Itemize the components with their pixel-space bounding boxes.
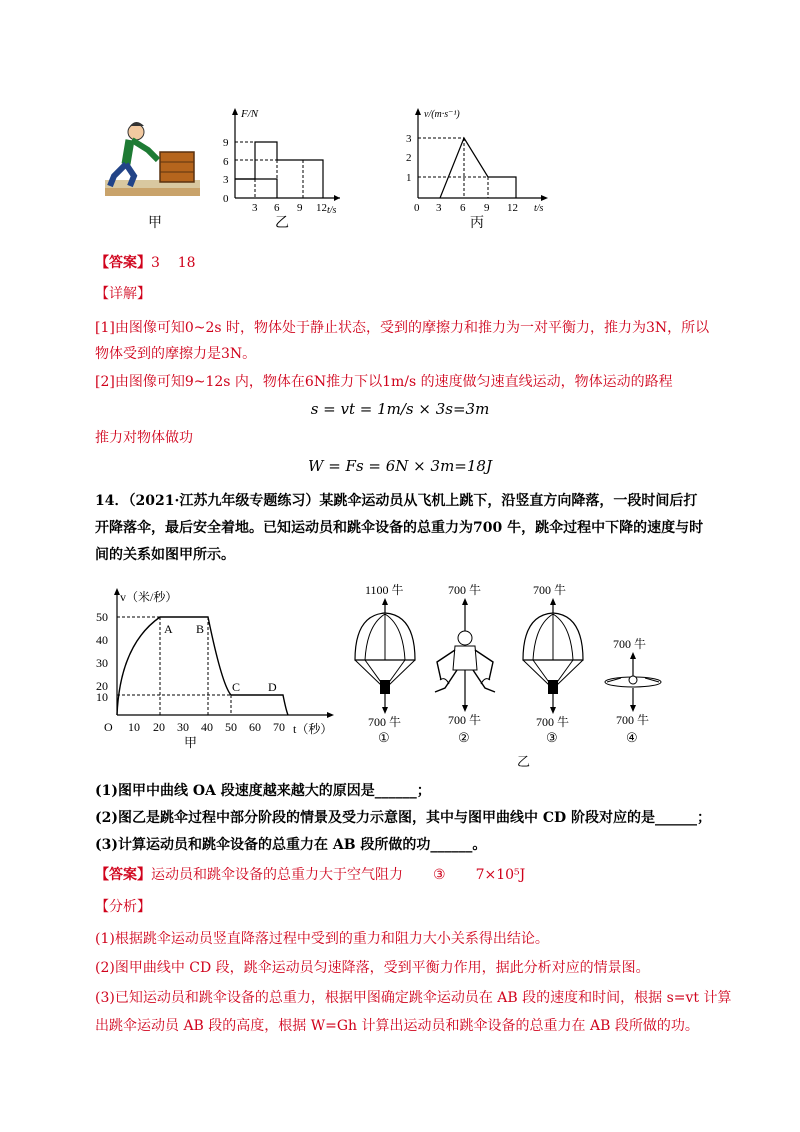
chart-parachute-velocity	[90, 585, 340, 755]
bottom-force-4: 700 牛	[616, 713, 650, 727]
answer-text: 3 18	[151, 255, 196, 271]
diagram-3	[523, 582, 583, 745]
analysis-p3b: 出跳伞运动员 AB 段的高度，根据 W=Gh 计算出运动员和跳伞设备的总重力在 AB 段所做的功。	[95, 1018, 699, 1034]
point-c: C	[232, 680, 241, 694]
ytick: 0	[223, 193, 229, 205]
ytick: 2	[406, 152, 412, 164]
point-d: D	[268, 680, 277, 694]
bottom-force-1: 700 牛	[368, 715, 402, 729]
ytick: 40	[96, 633, 108, 647]
diagram-number-2: ②	[458, 730, 470, 745]
xtick: 20	[153, 720, 165, 734]
fig-label-yi-bottom: 乙	[517, 754, 531, 769]
xtick: 3	[252, 202, 258, 214]
answer-tag: 【答案】	[95, 255, 151, 271]
fig-label-yi-top: 乙	[275, 215, 289, 231]
analysis-p1: (1)根据跳伞运动员竖直降落过程中受到的重力和阻力大小关系得出结论。	[95, 931, 549, 947]
fig-label-jia-bottom: 甲	[184, 735, 198, 750]
diagram-number-1: ①	[378, 730, 390, 745]
xtick: 40	[201, 720, 213, 734]
diagram-number-4: ④	[626, 730, 638, 745]
ytick: 50	[96, 610, 108, 624]
xtick: 60	[249, 720, 261, 734]
chart-force-time	[215, 103, 345, 218]
ytick: 3	[406, 133, 412, 145]
top-force-4: 700 牛	[613, 637, 647, 651]
diagram-4	[605, 636, 661, 745]
force-diagrams	[345, 580, 675, 770]
detail-p1a: [1]由图像可知0~2s 时，物体处于静止状态，受到的摩擦力和推力为一对平衡力，推力为3N，所以	[95, 320, 710, 336]
answer-part-3: 7×10⁵J	[475, 867, 526, 883]
top-force-3: 700 牛	[533, 583, 567, 597]
axis-label-t: t（秒）	[293, 722, 333, 736]
xtick: 10	[128, 720, 140, 734]
ytick: 10	[96, 690, 108, 704]
formula-w: W = Fs = 6N × 3m=18J	[308, 457, 492, 475]
diagram-2	[435, 582, 495, 745]
axis-label-t: t/s	[534, 203, 544, 214]
fig-label-bing: 丙	[470, 215, 484, 231]
point-a: A	[164, 622, 173, 636]
answer-part-1: 运动员和跳伞设备的总重力大于空气阻力	[151, 867, 403, 883]
ytick: 1	[406, 172, 412, 184]
axis-label-f: F/N	[241, 108, 259, 120]
xtick: O	[104, 720, 113, 734]
point-b: B	[196, 622, 205, 636]
fig-label-jia: 甲	[148, 215, 162, 231]
xtick: 0	[414, 202, 420, 214]
q14-line1: 14．（2021·江苏九年级专题练习）某跳伞运动员从飞机上跳下，沿竖直方向降落，一段时间后打	[95, 493, 698, 509]
detail-p2: [2]由图像可知9~12s 内，物体在6N推力下以1m/s 的速度做匀速直线运动，物体运动的路程	[95, 374, 673, 390]
diagram-number-3: ③	[546, 730, 558, 745]
answer-part-2: ③	[433, 867, 446, 883]
xtick: 50	[225, 720, 237, 734]
xtick: 6	[460, 202, 466, 214]
xtick: 12	[316, 202, 327, 214]
analysis-p3a: (3)已知运动员和跳伞设备的总重力，根据甲图确定跳伞运动员在 AB 段的速度和时间，根据 s=vt 计算	[95, 990, 732, 1006]
xtick: 12	[507, 202, 518, 214]
ytick: 3	[223, 174, 229, 186]
top-force-1: 1100 牛	[365, 583, 404, 597]
analysis-tag: 【分析】	[95, 899, 151, 915]
detail-p3: 推力对物体做功	[95, 430, 193, 446]
chart-velocity-time	[398, 103, 558, 218]
xtick: 3	[436, 202, 442, 214]
detail-tag: 【详解】	[95, 286, 151, 302]
q14-line3: 间的关系如图甲所示。	[95, 547, 235, 563]
xtick: 30	[177, 720, 189, 734]
sub-question-1: (1)图甲中曲线 OA 段速度越来越大的原因是______；	[95, 783, 431, 799]
xtick: 70	[273, 720, 285, 734]
formula-s: s = vt = 1m/s × 3s=3m	[310, 400, 490, 418]
ytick: 9	[223, 137, 229, 149]
ytick: 30	[96, 656, 108, 670]
ytick: 20	[96, 679, 108, 693]
xtick: 9	[297, 202, 303, 214]
sub-question-2: (2)图乙是跳伞过程中部分阶段的情景及受力示意图，其中与图甲曲线中 CD 阶段对应的是______；	[95, 810, 712, 826]
ytick: 6	[223, 156, 229, 168]
axis-label-v: v（米/秒）	[120, 590, 178, 604]
answer2-line	[95, 865, 525, 885]
analysis-p2: (2)图甲曲线中 CD 段，跳伞运动员匀速降落，受到平衡力作用，据此分析对应的情景图。	[95, 960, 650, 976]
bottom-force-2: 700 牛	[448, 713, 482, 727]
q14-line2: 开降落伞，最后安全着地。已知运动员和跳伞设备的总重力为700 牛，跳伞过程中下降的速度与时	[95, 520, 704, 536]
axis-label-v: v/(m·s⁻¹)	[424, 109, 460, 120]
detail-p1b: 物体受到的摩擦力是3N。	[95, 346, 257, 362]
top-force-2: 700 牛	[448, 583, 482, 597]
xtick: 9	[484, 202, 490, 214]
axis-label-t: t/s	[327, 205, 337, 216]
bottom-force-3: 700 牛	[536, 715, 570, 729]
answer-tag: 【答案】	[95, 867, 151, 883]
diagram-1	[355, 582, 415, 745]
figure-person-pushing-box	[100, 110, 210, 210]
sub-question-3: (3)计算运动员和跳伞设备的总重力在 AB 段所做的功______。	[95, 837, 487, 853]
xtick: 6	[274, 202, 280, 214]
answer1-line	[95, 253, 196, 273]
